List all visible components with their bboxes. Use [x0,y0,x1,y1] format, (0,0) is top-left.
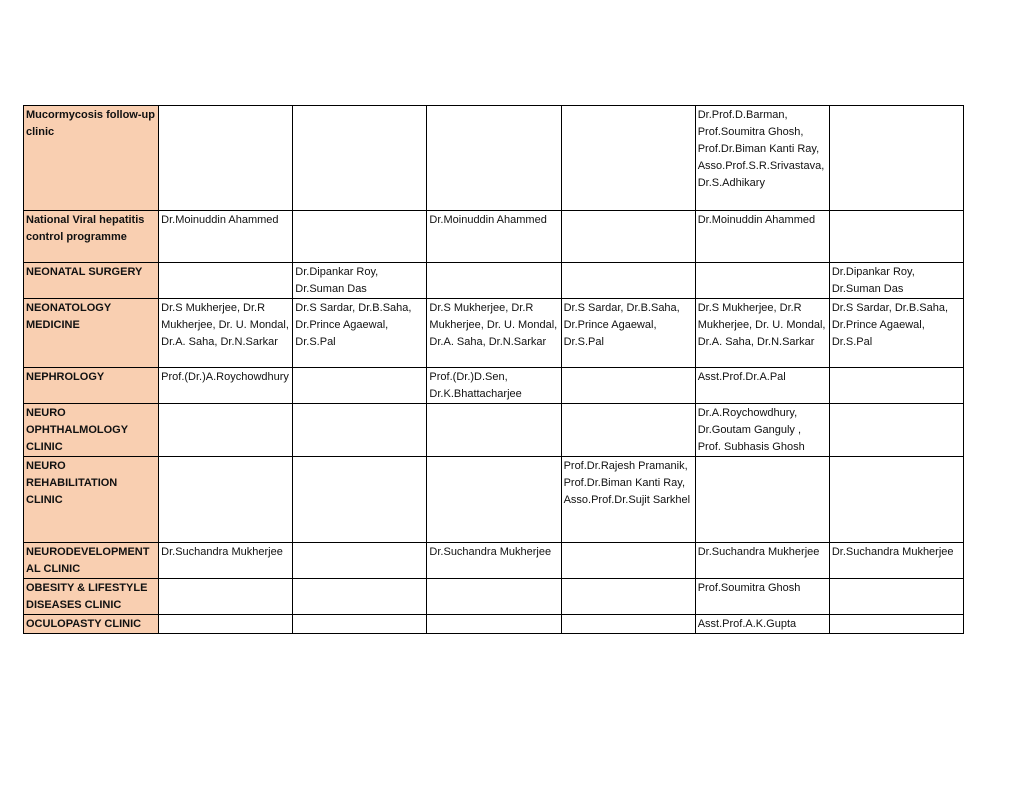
doctor-cell [829,404,963,457]
doctor-cell: Dr.Suchandra Mukherjee [427,543,561,579]
department-cell: NEURO OPHTHALMOLOGY CLINIC [24,404,159,457]
doctor-cell [561,368,695,404]
doctor-cell [293,106,427,211]
doctor-cell: Asst.Prof.Dr.A.Pal [695,368,829,404]
department-cell: National Viral hepatitis control programme [24,211,159,263]
doctor-cell: Dr.S Mukherjee, Dr.R Mukherjee, Dr. U. Mondal, Dr.A. Saha, Dr.N.Sarkar [427,299,561,368]
department-cell: OBESITY & LIFESTYLE DISEASES CLINIC [24,579,159,615]
doctor-cell [293,579,427,615]
doctor-cell [427,263,561,299]
doctor-cell: Dr.Dipankar Roy, Dr.Suman Das [829,263,963,299]
department-cell: NEPHROLOGY [24,368,159,404]
doctor-cell: Prof.Dr.Rajesh Pramanik, Prof.Dr.Biman Kanti Ray, Asso.Prof.Dr.Sujit Sarkhel [561,457,695,543]
doctor-cell [293,404,427,457]
doctor-cell: Dr.Suchandra Mukherjee [159,543,293,579]
doctor-cell [561,106,695,211]
department-cell: NEONATAL SURGERY [24,263,159,299]
doctor-cell: Asst.Prof.A.K.Gupta [695,615,829,634]
table-row [24,263,964,299]
table-row [24,457,964,543]
doctor-cell [829,211,963,263]
doctor-cell [159,579,293,615]
doctor-cell [427,404,561,457]
doctor-cell [427,106,561,211]
department-cell: NEONATOLOGY MEDICINE [24,299,159,368]
doctor-cell [293,543,427,579]
doctor-cell [159,457,293,543]
doctor-cell [293,457,427,543]
doctor-cell: Dr.S Sardar, Dr.B.Saha, Dr.Prince Agaewal, Dr.S.Pal [561,299,695,368]
doctor-cell: Dr.A.Roychowdhury, Dr.Goutam Ganguly , Prof. Subhasis Ghosh [695,404,829,457]
department-cell: NEURO REHABILITATION CLINIC [24,457,159,543]
doctor-cell: Dr.S Mukherjee, Dr.R Mukherjee, Dr. U. Mondal, Dr.A. Saha, Dr.N.Sarkar [159,299,293,368]
doctor-cell [561,543,695,579]
doctor-cell [829,368,963,404]
doctor-cell [561,211,695,263]
table-row [24,106,964,211]
doctor-cell: Prof.(Dr.)D.Sen, Dr.K.Bhattacharjee [427,368,561,404]
doctor-cell [829,579,963,615]
table-row [24,368,964,404]
doctor-cell [695,457,829,543]
department-cell: Mucormycosis follow-up clinic [24,106,159,211]
table-row [24,299,964,368]
doctor-cell [561,615,695,634]
department-cell: OCULOPASTY CLINIC [24,615,159,634]
doctor-cell: Dr.Suchandra Mukherjee [695,543,829,579]
doctor-cell [427,579,561,615]
doctor-cell [561,579,695,615]
table-row [24,543,964,579]
doctor-cell [159,106,293,211]
doctor-cell: Dr.S Mukherjee, Dr.R Mukherjee, Dr. U. Mondal, Dr.A. Saha, Dr.N.Sarkar [695,299,829,368]
doctor-cell [293,368,427,404]
doctor-cell: Dr.S Sardar, Dr.B.Saha, Dr.Prince Agaewal, Dr.S.Pal [293,299,427,368]
doctor-cell [427,457,561,543]
table-row [24,404,964,457]
doctor-cell [159,404,293,457]
doctor-cell: Dr.Moinuddin Ahammed [427,211,561,263]
doctor-cell: Prof.Soumitra Ghosh [695,579,829,615]
doctor-cell: Dr.Dipankar Roy, Dr.Suman Das [293,263,427,299]
doctor-cell [561,263,695,299]
doctor-cell [829,615,963,634]
clinic-roster-table [23,105,964,634]
doctor-cell: Prof.(Dr.)A.Roychowdhury [159,368,293,404]
doctor-cell [829,106,963,211]
doctor-cell [427,615,561,634]
table-row [24,211,964,263]
doctor-cell [293,615,427,634]
doctor-cell: Dr.Suchandra Mukherjee [829,543,963,579]
doctor-cell: Dr.Moinuddin Ahammed [695,211,829,263]
table-row [24,579,964,615]
doctor-cell: Dr.Moinuddin Ahammed [159,211,293,263]
doctor-cell [829,457,963,543]
department-cell: NEURODEVELOPMENTAL CLINIC [24,543,159,579]
doctor-cell: Dr.Prof.D.Barman, Prof.Soumitra Ghosh, Prof.Dr.Biman Kanti Ray, Asso.Prof.S.R.Srivastava, Dr.S.Adhikary [695,106,829,211]
table-row [24,615,964,634]
doctor-cell [293,211,427,263]
doctor-cell [159,615,293,634]
doctor-cell [159,263,293,299]
doctor-cell: Dr.S Sardar, Dr.B.Saha, Dr.Prince Agaewal, Dr.S.Pal [829,299,963,368]
roster-body [24,106,964,634]
doctor-cell [561,404,695,457]
doctor-cell [695,263,829,299]
